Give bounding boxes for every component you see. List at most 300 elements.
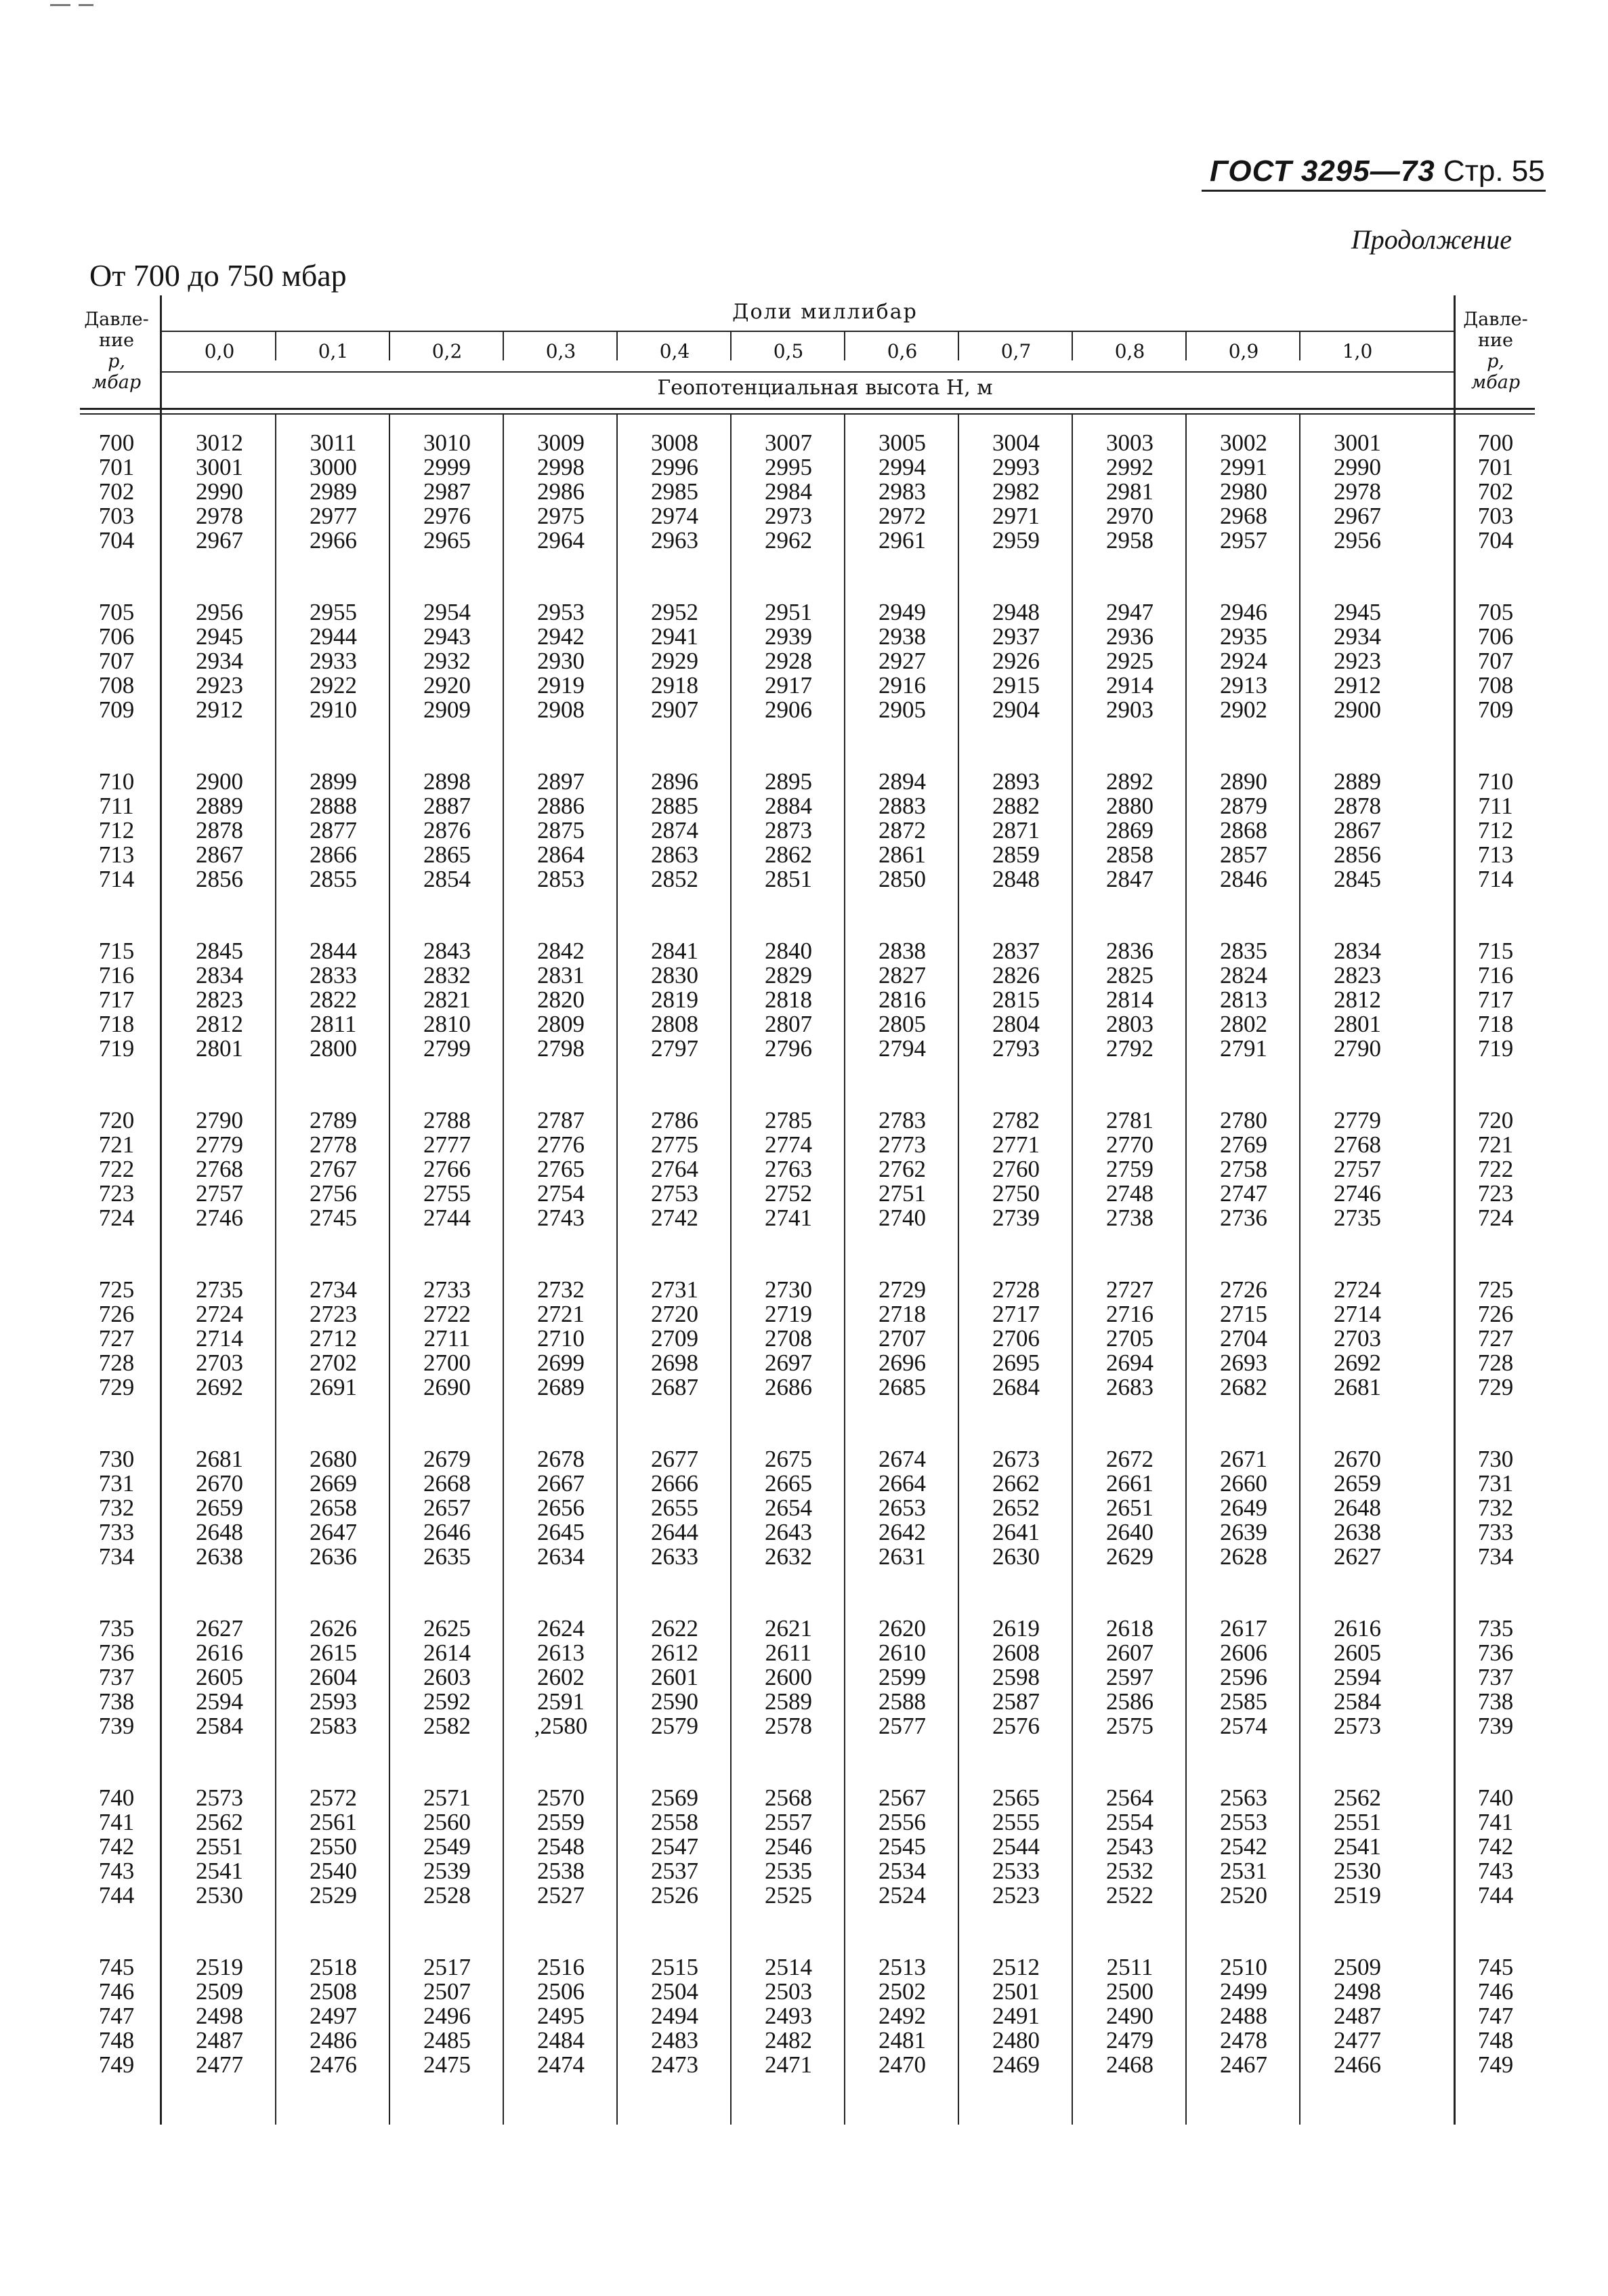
height-value: 2841 [651, 938, 698, 964]
height-value: 2945 [196, 623, 243, 650]
pressure-value: 737 [98, 1664, 135, 1690]
height-value: 2726 [1220, 1276, 1267, 1303]
pressure-column-right [1455, 770, 1536, 892]
height-value: 2781 [1106, 1107, 1154, 1133]
height-value: 2485 [423, 2027, 471, 2053]
height-value: 2801 [1334, 1011, 1381, 1037]
height-value: 2538 [537, 1858, 585, 1884]
height-value: 2574 [1220, 1713, 1267, 1739]
height-value: 2632 [765, 1543, 812, 1570]
height-value: 2978 [196, 503, 243, 529]
height-value: 2507 [423, 1978, 471, 2005]
height-value: 2863 [651, 841, 698, 868]
pressure-value: 749 [1477, 2051, 1514, 2078]
fractions-title: Доли миллибар [732, 300, 918, 324]
height-column [504, 1447, 618, 1569]
table-double-rule [80, 413, 1535, 415]
height-column [276, 1616, 390, 1738]
page-number: Стр. 55 [1443, 154, 1545, 188]
height-column [390, 431, 504, 553]
height-value: 2924 [1220, 648, 1267, 674]
height-value: 2835 [1220, 938, 1267, 964]
height-value: 2671 [1220, 1446, 1267, 1472]
height-value: 2755 [423, 1180, 471, 1207]
continuation-label: Продолжение [1351, 224, 1512, 255]
height-value: 2763 [765, 1156, 812, 1182]
height-value: 2723 [310, 1301, 357, 1327]
height-value: 2514 [765, 1954, 812, 1980]
pressure-value: 725 [98, 1276, 135, 1303]
height-value: 2634 [537, 1543, 585, 1570]
height-value: 2585 [1220, 1688, 1267, 1715]
height-value: 2554 [1106, 1809, 1154, 1835]
height-value: 2899 [310, 768, 357, 795]
table-double-rule [80, 408, 1535, 410]
pressure-column-right [1455, 1108, 1536, 1230]
pressure-column-right [1455, 1616, 1536, 1738]
height-value: 2812 [196, 1011, 243, 1037]
height-value: 2878 [196, 817, 243, 843]
height-column [1073, 1108, 1187, 1230]
height-value: 2846 [1220, 866, 1267, 892]
height-value: 2756 [310, 1180, 357, 1207]
height-value: 2786 [651, 1107, 698, 1133]
height-value: 2695 [992, 1350, 1040, 1376]
height-value: 2967 [196, 527, 243, 554]
height-value: 2496 [423, 2003, 471, 2029]
height-value: 2673 [992, 1446, 1040, 1472]
header-rule-mid [160, 371, 1454, 373]
height-value: 2853 [537, 866, 585, 892]
height-value: 2655 [651, 1495, 698, 1521]
height-value: 2669 [310, 1470, 357, 1497]
height-value: 2654 [765, 1495, 812, 1521]
height-value: 2577 [879, 1713, 926, 1739]
height-column [618, 770, 732, 892]
height-value: 2789 [310, 1107, 357, 1133]
height-value: 2633 [651, 1543, 698, 1570]
table-row-group [80, 431, 1535, 553]
height-value: 2530 [196, 1882, 243, 1908]
height-value: 2993 [992, 454, 1040, 480]
height-value: 2605 [196, 1664, 243, 1690]
pressure-value: 708 [1477, 672, 1514, 698]
height-value: 2965 [423, 527, 471, 554]
height-value: 2937 [992, 623, 1040, 650]
pressure-value: 709 [98, 696, 135, 723]
height-value: 2491 [992, 2003, 1040, 2029]
height-column [732, 1278, 845, 1400]
height-value: 2831 [537, 962, 585, 988]
height-value: 2703 [196, 1350, 243, 1376]
pressure-value: 749 [98, 2051, 135, 2078]
height-column [732, 431, 845, 553]
height-column [163, 431, 276, 553]
column-header: 0,4 [659, 340, 690, 362]
height-column [845, 1447, 959, 1569]
pressure-value: 747 [1477, 2003, 1514, 2029]
height-value: 2742 [651, 1205, 698, 1231]
pressure-value: 739 [1477, 1713, 1514, 1739]
height-value: 2499 [1220, 1978, 1267, 2005]
height-value: 2528 [423, 1882, 471, 1908]
height-value: 2722 [423, 1301, 471, 1327]
height-value: 2811 [310, 1011, 357, 1037]
pressure-value: 747 [98, 2003, 135, 2029]
height-value: 2549 [423, 1833, 471, 1860]
height-value: 2702 [310, 1350, 357, 1376]
height-value: 2954 [423, 599, 471, 625]
height-value: 2903 [1106, 696, 1154, 723]
height-value: 2990 [196, 478, 243, 505]
scan-mark [79, 4, 93, 6]
height-value: 2657 [423, 1495, 471, 1521]
pressure-value: 745 [98, 1954, 135, 1980]
height-column [1073, 1447, 1187, 1569]
height-value: 2895 [765, 768, 812, 795]
height-value: 2736 [1220, 1205, 1267, 1231]
height-value: 2750 [992, 1180, 1040, 1207]
height-column [390, 1616, 504, 1738]
pressure-value: 729 [98, 1374, 135, 1400]
height-column [504, 1786, 618, 1908]
height-value: 2778 [310, 1131, 357, 1158]
height-value: 2777 [423, 1131, 471, 1158]
height-column [1073, 1278, 1187, 1400]
height-value: 2600 [765, 1664, 812, 1690]
height-value: 2845 [196, 938, 243, 964]
height-value: 2500 [1106, 1978, 1154, 2005]
pressure-value: 728 [1477, 1350, 1514, 1376]
height-value: 2953 [537, 599, 585, 625]
height-column [1073, 600, 1187, 722]
pressure-value: 715 [1477, 938, 1514, 964]
height-value: 2641 [992, 1519, 1040, 1545]
height-value: 2659 [1334, 1470, 1381, 1497]
height-value: 2493 [765, 2003, 812, 2029]
height-value: 2481 [879, 2027, 926, 2053]
height-value: 2947 [1106, 599, 1154, 625]
pressure-value: 718 [98, 1011, 135, 1037]
height-column [618, 939, 732, 1061]
height-value: 2848 [992, 866, 1040, 892]
pressure-column-left [76, 939, 157, 1061]
height-value: 2765 [537, 1156, 585, 1182]
pressure-header-line: Давле- [84, 309, 149, 330]
pressure-value: 718 [1477, 1011, 1514, 1037]
height-value: 2923 [196, 672, 243, 698]
height-column [1300, 1108, 1414, 1230]
pressure-value: 721 [98, 1131, 135, 1158]
height-value: 2896 [651, 768, 698, 795]
standard-number: ГОСТ 3295—73 [1210, 154, 1435, 188]
height-value: 2626 [310, 1615, 357, 1642]
page-header [1210, 154, 1545, 188]
height-value: 2886 [537, 793, 585, 819]
height-value: 2764 [651, 1156, 698, 1182]
pressure-header-left [76, 309, 157, 393]
pressure-column-right [1455, 1955, 1536, 2077]
height-value: 2796 [765, 1035, 812, 1062]
height-value: 2943 [423, 623, 471, 650]
height-value: 2819 [651, 986, 698, 1013]
height-value: 2813 [1220, 986, 1267, 1013]
height-value: 2569 [651, 1784, 698, 1811]
height-value: 2470 [879, 2051, 926, 2078]
height-value: 2890 [1220, 768, 1267, 795]
pressure-value: 736 [1477, 1640, 1514, 1666]
height-value: 2858 [1106, 841, 1154, 868]
pressure-value: 727 [1477, 1325, 1514, 1352]
height-value: 2872 [879, 817, 926, 843]
height-value: 2766 [423, 1156, 471, 1182]
height-value: 2956 [1334, 527, 1381, 554]
height-value: 2888 [310, 793, 357, 819]
pressure-column-left [76, 1278, 157, 1400]
pressure-value: 705 [1477, 599, 1514, 625]
table-row-group [80, 600, 1535, 722]
pressure-header-line: мбар [91, 372, 142, 393]
height-value: 2611 [765, 1640, 812, 1666]
height-value: 2867 [1334, 817, 1381, 843]
height-value: 2882 [992, 793, 1040, 819]
height-column [1073, 770, 1187, 892]
height-value: 2608 [992, 1640, 1040, 1666]
height-value: 3003 [1106, 430, 1154, 456]
pressure-value: 738 [98, 1688, 135, 1715]
height-value: 2639 [1220, 1519, 1267, 1545]
height-column [1300, 770, 1414, 892]
height-column [959, 1616, 1073, 1738]
height-value: 2571 [423, 1784, 471, 1811]
height-value: 2933 [310, 648, 357, 674]
height-value: 2794 [879, 1035, 926, 1062]
height-value: 3011 [310, 430, 357, 456]
height-value: 2591 [537, 1688, 585, 1715]
height-value: 2487 [196, 2027, 243, 2053]
height-value: 2798 [537, 1035, 585, 1062]
pressure-column-left [76, 1108, 157, 1230]
height-value: 2564 [1106, 1784, 1154, 1811]
height-value: 2621 [765, 1615, 812, 1642]
height-value: 2579 [651, 1713, 698, 1739]
height-value: 2939 [765, 623, 812, 650]
pressure-value: 706 [98, 623, 135, 650]
pressure-value: 743 [1477, 1858, 1514, 1884]
height-value: 2541 [196, 1858, 243, 1884]
height-value: 2562 [1334, 1784, 1381, 1811]
pressure-value: 724 [1477, 1205, 1514, 1231]
height-column [163, 600, 276, 722]
pressure-value: 715 [98, 938, 135, 964]
height-value: 2486 [310, 2027, 357, 2053]
height-value: 2889 [196, 793, 243, 819]
pressure-value: 706 [1477, 623, 1514, 650]
height-column [390, 770, 504, 892]
height-value: 2938 [879, 623, 926, 650]
height-value: 3010 [423, 430, 471, 456]
height-value: 2511 [1106, 1954, 1154, 1980]
height-column [163, 1955, 276, 2077]
height-value: 2666 [651, 1470, 698, 1497]
height-value: 2775 [651, 1131, 698, 1158]
height-column [1073, 1955, 1187, 2077]
table-row-group [80, 1616, 1535, 1738]
height-value: 2991 [1220, 454, 1267, 480]
height-column [845, 1278, 959, 1400]
height-value: 2646 [423, 1519, 471, 1545]
height-value: 2502 [879, 1978, 926, 2005]
height-value: 2727 [1106, 1276, 1154, 1303]
column-header: 0,1 [318, 340, 349, 362]
height-column [618, 1786, 732, 1908]
height-value: 2615 [310, 1640, 357, 1666]
height-value: 2643 [765, 1519, 812, 1545]
height-value: 2482 [765, 2027, 812, 2053]
height-value: 2692 [1334, 1350, 1381, 1376]
height-value: 2706 [992, 1325, 1040, 1352]
height-value: 2745 [310, 1205, 357, 1231]
height-column [163, 1108, 276, 1230]
height-value: 2752 [765, 1180, 812, 1207]
height-value: 2480 [992, 2027, 1040, 2053]
height-value: 2740 [879, 1205, 926, 1231]
pressure-header-line: мбар [1471, 372, 1521, 393]
height-value: 2508 [310, 1978, 357, 2005]
pressure-value: 707 [1477, 648, 1514, 674]
height-column [276, 1278, 390, 1400]
pressure-column-right [1455, 1786, 1536, 1908]
height-value: 2900 [1334, 696, 1381, 723]
height-value: 2776 [537, 1131, 585, 1158]
height-value: 2638 [196, 1543, 243, 1570]
height-value: 2823 [196, 986, 243, 1013]
height-value: 2757 [1334, 1156, 1381, 1182]
height-value: 2576 [992, 1713, 1040, 1739]
height-value: 2973 [765, 503, 812, 529]
height-column [959, 431, 1073, 553]
height-value: 2512 [992, 1954, 1040, 1980]
height-value: 2567 [879, 1784, 926, 1811]
height-value: 2501 [992, 1978, 1040, 2005]
height-value: 2645 [537, 1519, 585, 1545]
height-column [1300, 1278, 1414, 1400]
pressure-value: 700 [1477, 430, 1514, 456]
height-value: 2844 [310, 938, 357, 964]
height-value: 2782 [992, 1107, 1040, 1133]
height-value: 2902 [1220, 696, 1267, 723]
height-value: 2793 [992, 1035, 1040, 1062]
height-value: 2790 [1334, 1035, 1381, 1062]
height-value: 2984 [765, 478, 812, 505]
height-value: 2590 [651, 1688, 698, 1715]
height-value: 2497 [310, 2003, 357, 2029]
pressure-value: 716 [1477, 962, 1514, 988]
height-value: 2955 [310, 599, 357, 625]
height-value: 2951 [765, 599, 812, 625]
height-value: 2649 [1220, 1495, 1267, 1521]
height-value: 2783 [879, 1107, 926, 1133]
height-column [959, 600, 1073, 722]
height-column [1187, 1786, 1300, 1908]
height-value: 2710 [537, 1325, 585, 1352]
height-value: 2617 [1220, 1615, 1267, 1642]
height-value: 2753 [651, 1180, 698, 1207]
height-value: 2935 [1220, 623, 1267, 650]
height-value: 2897 [537, 768, 585, 795]
pressure-value: 701 [1477, 454, 1514, 480]
height-column [732, 770, 845, 892]
height-value: 2484 [537, 2027, 585, 2053]
height-value: 2833 [310, 962, 357, 988]
height-value: 2533 [992, 1858, 1040, 1884]
height-value: 2526 [651, 1882, 698, 1908]
height-column [163, 1786, 276, 1908]
height-value: 2469 [992, 2051, 1040, 2078]
height-value: 2545 [879, 1833, 926, 1860]
height-value: 2875 [537, 817, 585, 843]
height-value: 2546 [765, 1833, 812, 1860]
height-value: 2779 [1334, 1107, 1381, 1133]
height-value: 2630 [992, 1543, 1040, 1570]
height-value: 2681 [1334, 1374, 1381, 1400]
height-value: 3007 [765, 430, 812, 456]
height-value: 2604 [310, 1664, 357, 1690]
height-column [1073, 1616, 1187, 1738]
height-column [1300, 1955, 1414, 2077]
height-value: 2904 [992, 696, 1040, 723]
height-value: 2837 [992, 938, 1040, 964]
height-value: 2562 [196, 1809, 243, 1835]
height-value: 2603 [423, 1664, 471, 1690]
height-value: 2812 [1334, 986, 1381, 1013]
height-value: 2945 [1334, 599, 1381, 625]
pressure-value: 722 [1477, 1156, 1514, 1182]
height-value: 2730 [765, 1276, 812, 1303]
pressure-value: 734 [98, 1543, 135, 1570]
height-value: 2760 [992, 1156, 1040, 1182]
height-value: 2679 [423, 1446, 471, 1472]
height-value: 2936 [1106, 623, 1154, 650]
height-column [504, 1278, 618, 1400]
pressure-value: 729 [1477, 1374, 1514, 1400]
height-value: 2981 [1106, 478, 1154, 505]
pressure-value: 748 [98, 2027, 135, 2053]
pressure-value: 720 [1477, 1107, 1514, 1133]
height-value: 2788 [423, 1107, 471, 1133]
height-column [390, 1786, 504, 1908]
height-value: 2829 [765, 962, 812, 988]
height-value: 2705 [1106, 1325, 1154, 1352]
height-column [504, 1108, 618, 1230]
height-column [276, 600, 390, 722]
height-value: 2762 [879, 1156, 926, 1182]
height-value: 2996 [651, 454, 698, 480]
height-value: 2534 [879, 1858, 926, 1884]
height-value: 2906 [765, 696, 812, 723]
height-value: 2754 [537, 1180, 585, 1207]
pressure-column-left [76, 770, 157, 892]
height-column [1073, 431, 1187, 553]
pressure-value: 708 [98, 672, 135, 698]
height-value: 2845 [1334, 866, 1381, 892]
height-value: 2797 [651, 1035, 698, 1062]
table-row-group [80, 1786, 1535, 1908]
height-value: 2490 [1106, 2003, 1154, 2029]
height-value: 2487 [1334, 2003, 1381, 2029]
height-value: 2648 [1334, 1495, 1381, 1521]
height-value: 3008 [651, 430, 698, 456]
